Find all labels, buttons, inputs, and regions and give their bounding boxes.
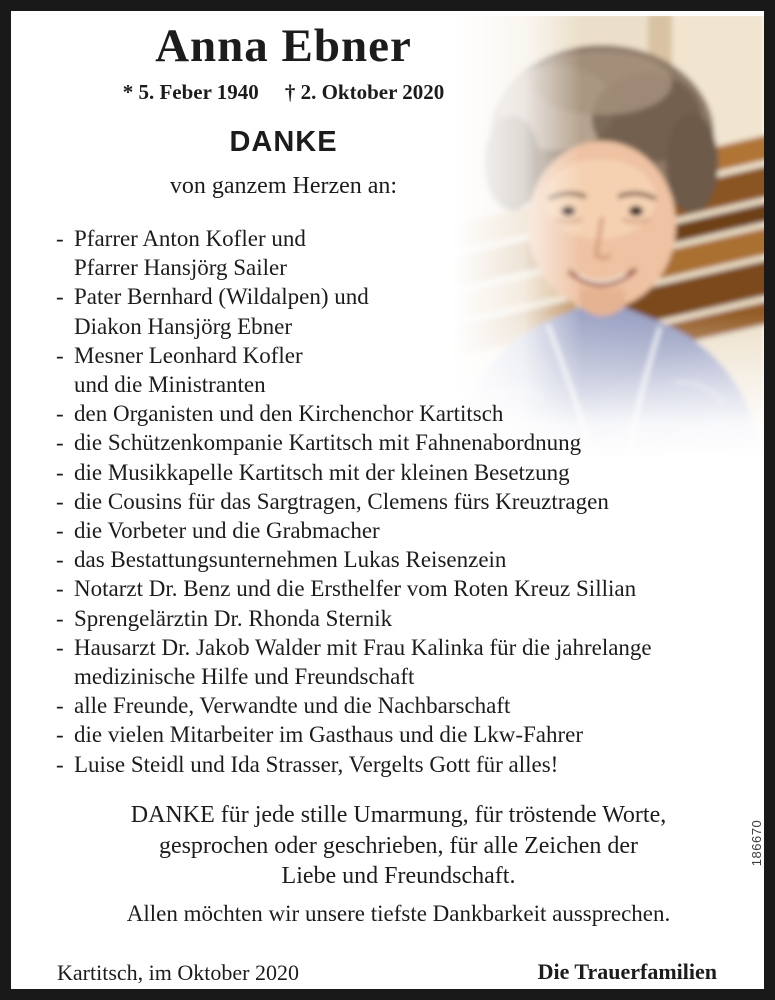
list-dash: - [56,693,64,719]
thanks-text: die Schützenkompanie Kartitsch mit Fahnenabordnung [74,430,582,456]
list-dash: - [56,226,64,251]
thanks-line [56,399,756,428]
thanks-line [56,516,756,545]
thanks-line [56,604,756,633]
thanks-line [56,487,756,516]
life-dates [11,80,556,105]
list-dash: - [56,576,64,602]
thanks-text: Sprengelärztin Dr. Rhonda Sternik [74,605,393,631]
place-date: Kartitsch, im Oktober 2020 [57,960,299,985]
list-dash: - [56,518,64,544]
thanks-line [56,253,756,282]
closing-line: gesprochen oder geschrieben, für alle Zeichen der [158,832,639,859]
mourning-families-signature: Die Trauerfamilien [537,959,717,984]
birth-date: * 5. Feber 1940 [122,79,259,104]
thanks-text: Hausarzt Dr. Jakob Walder mit Frau Kalinka für die jahrelange [74,634,652,660]
closing-line: Liebe und Freundschaft. [281,863,516,889]
thanks-line [56,720,756,749]
thanks-text: Diakon Hansjörg Ebner [74,313,293,339]
thanks-line [56,574,756,603]
list-dash: - [56,751,64,777]
print-code: 186670 [748,819,764,867]
thanks-line [56,428,756,457]
thanks-text: Luise Steidl und Ida Strasser, Vergelts Gott für alles! [74,751,559,777]
list-dash: - [56,284,64,310]
thanks-line [56,224,756,253]
thanks-text: Pfarrer Anton Kofler und [74,226,306,251]
thanks-line [56,458,756,487]
death-date: † 2. Oktober 2020 [284,79,445,104]
thanks-text: die Cousins für das Sargtragen, Clemens fürs Kreuztragen [74,488,609,514]
notice-header [11,21,556,200]
thanks-text: medizinische Hilfe und Freundschaft [74,664,415,690]
list-dash: - [56,459,64,485]
danke-heading: DANKE [229,125,338,158]
thanks-line [56,691,756,720]
thanks-line [56,662,756,691]
thanks-text: die Vorbeter und die Grabmacher [74,518,380,544]
list-dash: - [56,722,64,748]
list-dash: - [56,634,64,660]
thanks-text: die Musikkapelle Kartitsch mit der kleinen Besetzung [74,459,570,485]
thanks-text: und die Ministranten [74,372,266,398]
thanks-text: Notarzt Dr. Benz und die Ersthelfer vom Roten Kreuz Sillian [74,576,637,602]
thanks-line [56,370,756,399]
thanks-text: die vielen Mitarbeiter im Gasthaus und die Lkw-Fahrer [74,722,584,748]
list-dash: - [56,547,64,573]
thanks-line [56,750,756,779]
thanks-line [56,341,756,370]
list-dash: - [56,605,64,631]
deceased-name: Anna Ebner [155,20,412,72]
intro-line: von ganzem Herzen an: [169,172,398,199]
thanks-list [56,224,756,779]
thanks-line [56,633,756,662]
thanks-text: Mesner Leonhard Kofler [74,342,303,368]
list-dash: - [56,488,64,514]
closing-paragraph [11,800,775,892]
thanks-text: Pater Bernhard (Wildalpen) und [74,284,369,310]
closing-line: DANKE für jede stille Umarmung, für tröstende Worte, [130,802,667,828]
thanks-line [56,282,756,311]
thanks-line [56,312,756,341]
gratitude-line: Allen möchten wir unsere tiefste Dankbarkeit aussprechen. [126,901,671,926]
list-dash: - [56,430,64,456]
list-dash: - [56,401,64,427]
thanks-text: Pfarrer Hansjörg Sailer [74,255,287,281]
thanks-text: das Bestattungsunternehmen Lukas Reisenzein [74,547,507,573]
thanks-text: den Organisten und den Kirchenchor Kartitsch [74,401,504,427]
list-dash: - [56,342,64,368]
thanks-line [56,545,756,574]
thanks-text: alle Freunde, Verwandte und die Nachbarschaft [74,693,511,719]
